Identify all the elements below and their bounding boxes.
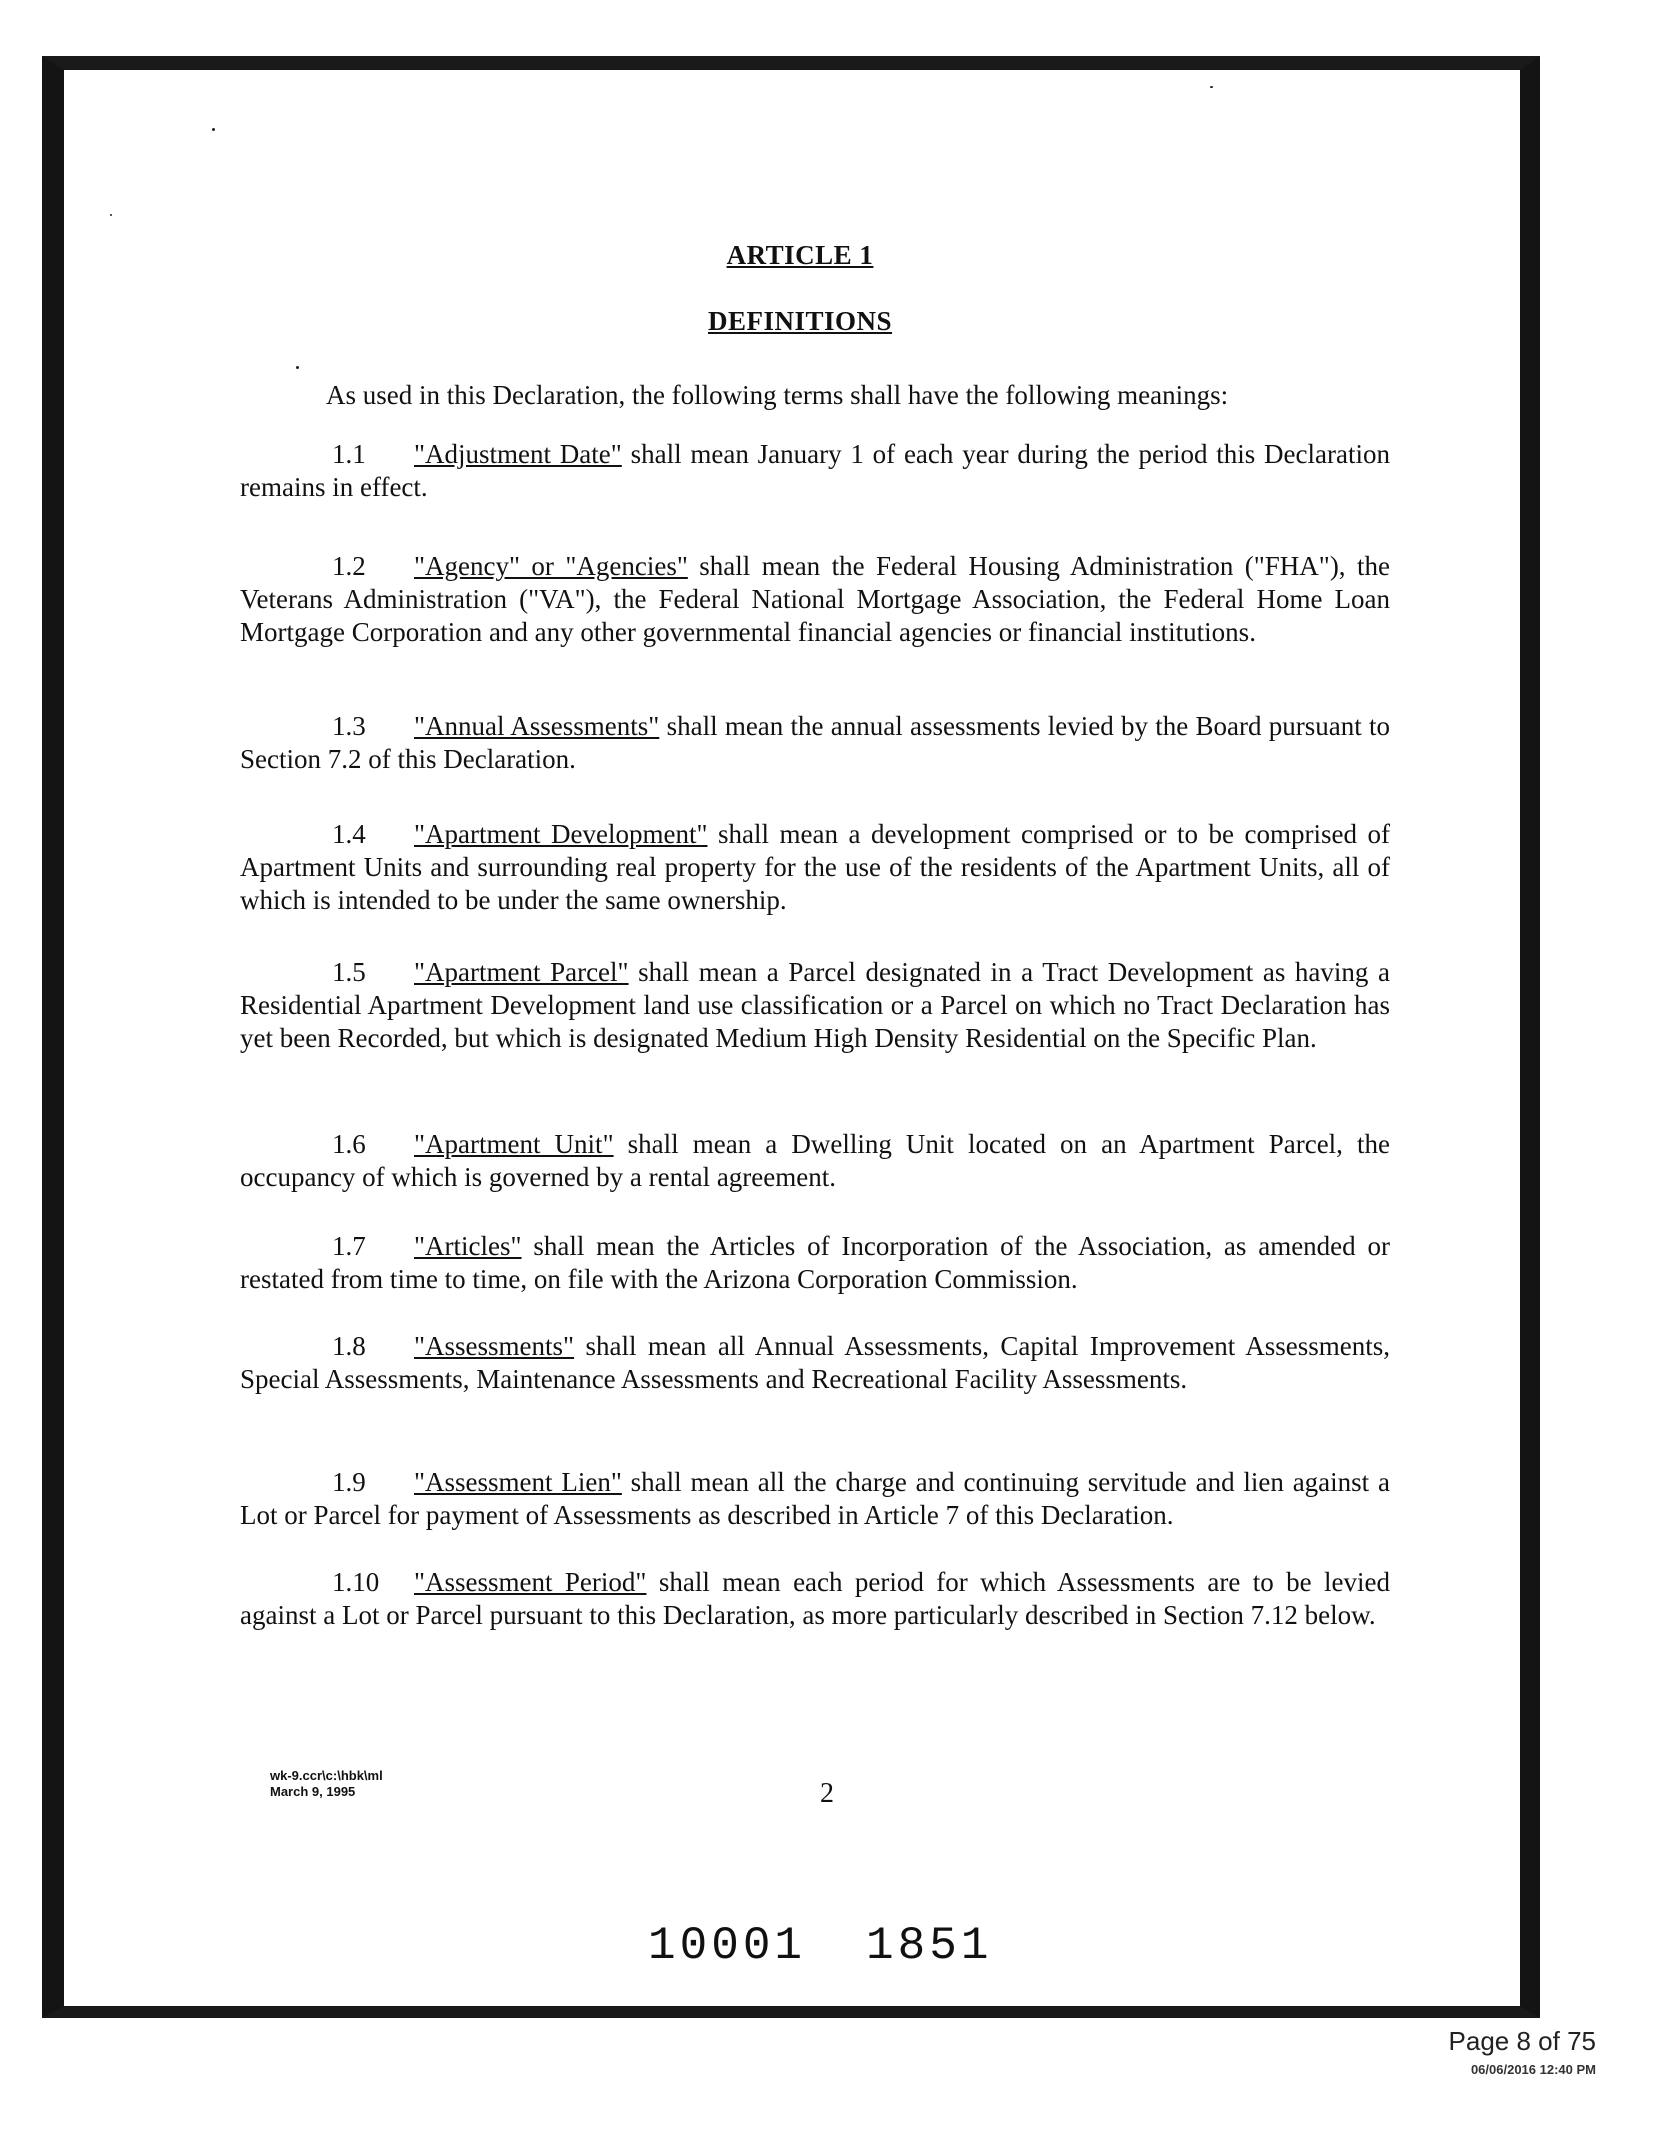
print-timestamp: 06/06/2016 12:40 PM <box>1470 2062 1596 2077</box>
definition-1-4 <box>240 818 1390 917</box>
intro-paragraph: As used in this Declaration, the following terms shall have the following meanings: <box>326 380 1229 410</box>
definition-number: 1.9 <box>332 1467 366 1497</box>
definition-text: shall mean all the charge and continuing servitude and lien against a Lot or Parcel for payment of Assessments as described in Article 7 of this Declaration. <box>240 1467 1390 1530</box>
recording-number <box>648 1920 992 1972</box>
section-heading: DEFINITIONS <box>707 306 893 336</box>
definition-1-6 <box>240 1128 1390 1194</box>
page-counter: Page 8 of 75 <box>1448 2026 1596 2056</box>
definition-number: 1.7 <box>332 1231 366 1261</box>
definition-text: shall mean a Dwelling Unit located on an Apartment Parcel, the occupancy of which is governed by a rental agreement. <box>240 1129 1390 1192</box>
definition-1-5 <box>240 956 1390 1055</box>
definition-term: "Agency" or "Agencies" <box>414 551 688 581</box>
definition-number: 1.3 <box>332 711 366 741</box>
file-reference <box>270 1768 383 1800</box>
definition-term: "Apartment Development" <box>414 819 708 849</box>
scan-speck <box>1210 86 1213 88</box>
recording-book: 10001 <box>648 1920 807 1972</box>
definition-term: "Assessment Period" <box>414 1567 647 1597</box>
page-number: 2 <box>820 1778 834 1809</box>
definition-1-3 <box>240 710 1390 776</box>
recording-page: 1851 <box>866 1920 993 1972</box>
definition-term: "Assessments" <box>414 1331 575 1361</box>
definition-number: 1.10 <box>332 1567 380 1597</box>
definition-text: shall mean the Federal Housing Administration ("FHA"), the Veterans Administration ("VA"), the Federal National Mortgage Association, the Federal Home Loan Mortgage Corporation and any other governmental financial agencies or financial institutions. <box>240 551 1390 647</box>
definition-number: 1.6 <box>332 1129 366 1159</box>
definition-term: "Apartment Unit" <box>414 1129 614 1159</box>
definition-term: "Articles" <box>414 1231 522 1261</box>
definition-1-10 <box>240 1566 1390 1632</box>
definition-text: shall mean all Annual Assessments, Capital Improvement Assessments, Special Assessments, Maintenance Assessments and Recreational Facility Assessments. <box>240 1331 1390 1394</box>
definition-text: shall mean the annual assessments levied by the Board pursuant to Section 7.2 of this Declaration. <box>240 711 1390 774</box>
definition-text: shall mean the Articles of Incorporation of the Association, as amended or restated from time to time, on file with the Arizona Corporation Commission. <box>240 1231 1390 1294</box>
definition-term: "Apartment Parcel" <box>414 957 629 987</box>
definition-text: shall mean a development comprised or to be comprised of Apartment Units and surrounding real property for the use of the residents of the Apartment Units, all of which is intended to be under the same ownership. <box>240 819 1390 915</box>
definition-term: "Adjustment Date" <box>414 439 622 469</box>
scan-speck <box>296 366 299 369</box>
scan-speck <box>212 128 215 131</box>
definition-1-8 <box>240 1330 1390 1396</box>
article-heading: ARTICLE 1 <box>726 240 874 270</box>
definition-1-9 <box>240 1466 1390 1532</box>
scan-speck <box>110 214 112 216</box>
definition-number: 1.1 <box>332 439 366 469</box>
file-date: March 9, 1995 <box>270 1784 356 1799</box>
definition-text: shall mean a Parcel designated in a Tract Development as having a Residential Apartment Development land use classification or a Parcel on which no Tract Declaration has yet been Recorded, but which is designated Medium High Density Residential on the Specific Plan. <box>240 957 1390 1053</box>
file-path: wk-9.ccr\c:\hbk\ml <box>270 1768 383 1783</box>
definition-term: "Assessment Lien" <box>414 1467 622 1497</box>
definition-number: 1.2 <box>332 551 366 581</box>
definition-text: shall mean January 1 of each year during the period this Declaration remains in effect. <box>240 439 1390 502</box>
definition-text: shall mean each period for which Assessments are to be levied against a Lot or Parcel pursuant to this Declaration, as more particularly described in Section 7.12 below. <box>240 1567 1390 1630</box>
definition-term: "Annual Assessments" <box>414 711 660 741</box>
definition-1-2 <box>240 550 1390 649</box>
definition-number: 1.5 <box>332 957 366 987</box>
definition-number: 1.8 <box>332 1331 366 1361</box>
definition-number: 1.4 <box>332 819 366 849</box>
definition-1-7 <box>240 1230 1390 1296</box>
definition-1-1 <box>240 438 1390 504</box>
